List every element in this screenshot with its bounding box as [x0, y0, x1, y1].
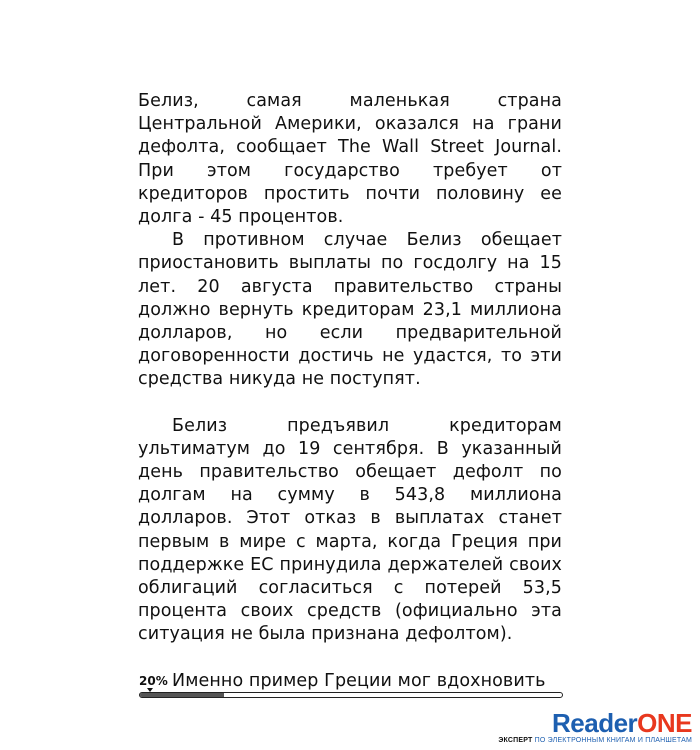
brand-name-one: ONE [637, 708, 692, 738]
paragraph-2: В противном случае Белиз обещает приостановить выплаты по госдолгу на 15 лет. 20 августа правительство страны должно вернуть кредиторам 23,1 миллиона долларов, но если предварительной договоренности достичь не удастся, то эти средства никуда не поступят. [138, 230, 562, 390]
reading-progress-fill [140, 693, 224, 697]
progress-percent-label: 20% [139, 674, 168, 688]
brand-tagline [498, 737, 692, 744]
brand-tagline-rest: ПО ЭЛЕКТРОННЫМ КНИГАМ И ПЛАНШЕТАМ [532, 737, 692, 744]
paragraph-4: Именно пример Греции мог вдохновить [172, 670, 546, 691]
brand-logo [498, 710, 692, 744]
paragraph-3: Белиз предъявил кредиторам ультиматум до 19 сентября. В указанный день правительство обещает дефолт по долгам на сумму в 543,8 миллиона долларов. Этот отказ в выплатах станет первым в мире с марта, когда Греция при поддержке ЕС принудила держателей своих облигаций согласиться с потерей 53,5 процента своих средств (официально эта ситуация не была признана дефолтом). [138, 415, 562, 645]
brand-name [498, 710, 692, 736]
paragraph-1: Белиз, самая маленькая страна Центральной Америки, оказался на грани дефолта, сообщает The Wall Street Journal. При этом государство требует от кредиторов простить почти половину ее долга - 45 процентов. [138, 91, 562, 228]
brand-name-reader: Reader [552, 708, 638, 738]
reader-page[interactable] [138, 90, 562, 693]
reading-progress-bar[interactable] [139, 692, 563, 698]
brand-tagline-bold: ЭКСПЕРТ [498, 737, 533, 744]
